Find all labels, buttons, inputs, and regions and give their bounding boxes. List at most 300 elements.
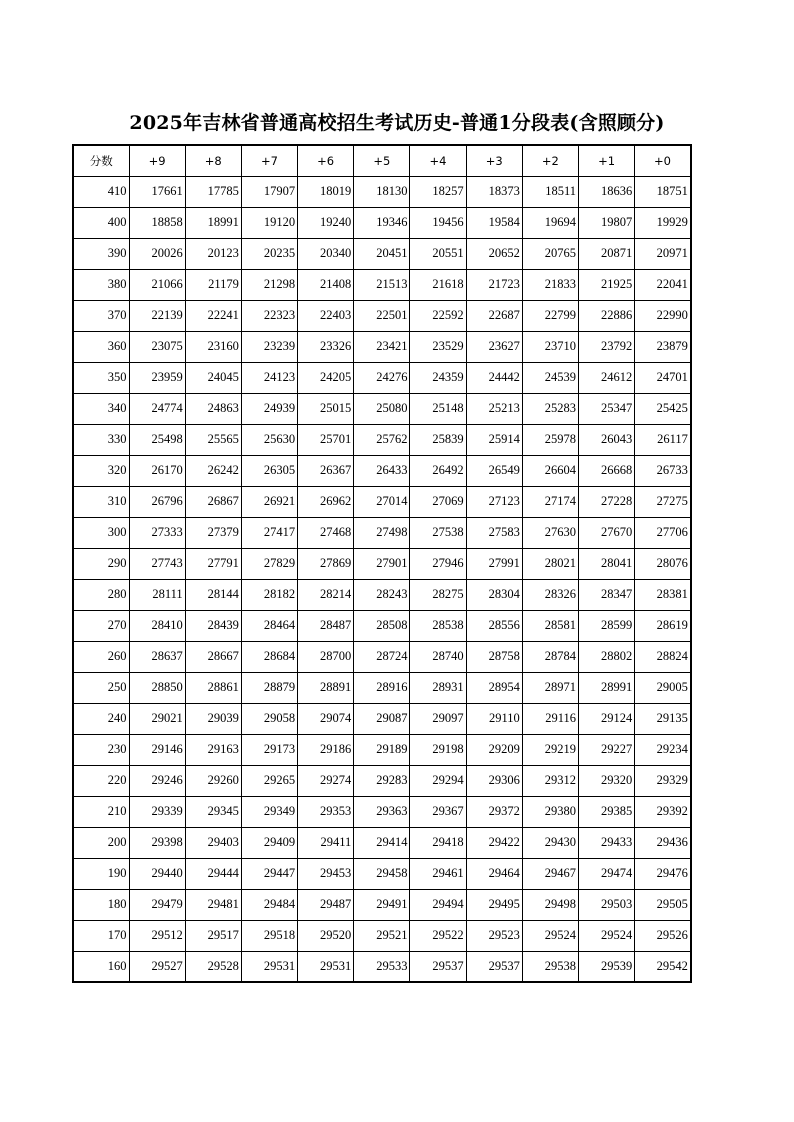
count-cell: 29124 — [579, 703, 635, 734]
count-cell: 29349 — [241, 796, 297, 827]
count-cell: 28439 — [185, 610, 241, 641]
count-cell: 29189 — [354, 734, 410, 765]
count-cell: 29294 — [410, 765, 466, 796]
count-cell: 29353 — [298, 796, 354, 827]
count-cell: 29198 — [410, 734, 466, 765]
score-cell: 390 — [73, 238, 129, 269]
table-row — [73, 176, 691, 207]
count-cell: 28758 — [466, 641, 522, 672]
count-cell: 26962 — [298, 486, 354, 517]
count-cell: 28538 — [410, 610, 466, 641]
count-cell: 25015 — [298, 393, 354, 424]
count-cell: 28304 — [466, 579, 522, 610]
count-cell: 28724 — [354, 641, 410, 672]
score-cell: 160 — [73, 951, 129, 982]
count-cell: 28021 — [522, 548, 578, 579]
score-cell: 170 — [73, 920, 129, 951]
count-cell: 18373 — [466, 176, 522, 207]
count-cell: 29498 — [522, 889, 578, 920]
count-cell: 19120 — [241, 207, 297, 238]
count-cell: 28684 — [241, 641, 297, 672]
count-cell: 18019 — [298, 176, 354, 207]
header-offset: +7 — [241, 145, 297, 176]
table-row — [73, 920, 691, 951]
count-cell: 29444 — [185, 858, 241, 889]
count-cell: 29312 — [522, 765, 578, 796]
count-cell: 29479 — [129, 889, 185, 920]
header-offset: +6 — [298, 145, 354, 176]
count-cell: 29433 — [579, 827, 635, 858]
score-cell: 320 — [73, 455, 129, 486]
count-cell: 28508 — [354, 610, 410, 641]
score-cell: 260 — [73, 641, 129, 672]
count-cell: 29522 — [410, 920, 466, 951]
score-cell: 180 — [73, 889, 129, 920]
count-cell: 27991 — [466, 548, 522, 579]
table-row — [73, 734, 691, 765]
count-cell: 27379 — [185, 517, 241, 548]
table-row — [73, 455, 691, 486]
count-cell: 28076 — [635, 548, 691, 579]
count-cell: 25630 — [241, 424, 297, 455]
score-cell: 400 — [73, 207, 129, 238]
count-cell: 28700 — [298, 641, 354, 672]
count-cell: 29363 — [354, 796, 410, 827]
count-cell: 29518 — [241, 920, 297, 951]
table-row — [73, 486, 691, 517]
count-cell: 29503 — [579, 889, 635, 920]
count-cell: 29520 — [298, 920, 354, 951]
count-cell: 26796 — [129, 486, 185, 517]
count-cell: 27498 — [354, 517, 410, 548]
count-cell: 20123 — [185, 238, 241, 269]
header-offset: +5 — [354, 145, 410, 176]
count-cell: 24774 — [129, 393, 185, 424]
count-cell: 28581 — [522, 610, 578, 641]
count-cell: 19807 — [579, 207, 635, 238]
count-cell: 24863 — [185, 393, 241, 424]
count-cell: 27069 — [410, 486, 466, 517]
table-row — [73, 424, 691, 455]
count-cell: 20971 — [635, 238, 691, 269]
count-cell: 29527 — [129, 951, 185, 982]
header-offset: +1 — [579, 145, 635, 176]
count-cell: 20871 — [579, 238, 635, 269]
count-cell: 27743 — [129, 548, 185, 579]
count-cell: 21833 — [522, 269, 578, 300]
count-cell: 21723 — [466, 269, 522, 300]
count-cell: 29464 — [466, 858, 522, 889]
header-offset: +8 — [185, 145, 241, 176]
count-cell: 29487 — [298, 889, 354, 920]
count-cell: 26117 — [635, 424, 691, 455]
count-cell: 24276 — [354, 362, 410, 393]
count-cell: 24701 — [635, 362, 691, 393]
count-cell: 22592 — [410, 300, 466, 331]
table-row — [73, 827, 691, 858]
count-cell: 22990 — [635, 300, 691, 331]
count-cell: 28619 — [635, 610, 691, 641]
table-row — [73, 579, 691, 610]
count-cell: 29494 — [410, 889, 466, 920]
count-cell: 25839 — [410, 424, 466, 455]
count-cell: 23160 — [185, 331, 241, 362]
count-cell: 24205 — [298, 362, 354, 393]
count-cell: 29537 — [410, 951, 466, 982]
count-cell: 28326 — [522, 579, 578, 610]
table-row — [73, 548, 691, 579]
score-cell: 370 — [73, 300, 129, 331]
table-row — [73, 362, 691, 393]
count-cell: 27829 — [241, 548, 297, 579]
count-cell: 29476 — [635, 858, 691, 889]
count-cell: 29484 — [241, 889, 297, 920]
count-cell: 27670 — [579, 517, 635, 548]
count-cell: 28410 — [129, 610, 185, 641]
count-cell: 28275 — [410, 579, 466, 610]
count-cell: 24123 — [241, 362, 297, 393]
count-cell: 29283 — [354, 765, 410, 796]
count-cell: 29219 — [522, 734, 578, 765]
count-cell: 28347 — [579, 579, 635, 610]
score-cell: 230 — [73, 734, 129, 765]
count-cell: 29116 — [522, 703, 578, 734]
count-cell: 28991 — [579, 672, 635, 703]
count-cell: 22687 — [466, 300, 522, 331]
count-cell: 27417 — [241, 517, 297, 548]
count-cell: 28740 — [410, 641, 466, 672]
count-cell: 27123 — [466, 486, 522, 517]
count-cell: 25283 — [522, 393, 578, 424]
count-cell: 29398 — [129, 827, 185, 858]
count-cell: 26043 — [579, 424, 635, 455]
count-cell: 18257 — [410, 176, 466, 207]
count-cell: 29447 — [241, 858, 297, 889]
count-cell: 26170 — [129, 455, 185, 486]
header-offset: +2 — [522, 145, 578, 176]
count-cell: 29414 — [354, 827, 410, 858]
count-cell: 26549 — [466, 455, 522, 486]
count-cell: 26604 — [522, 455, 578, 486]
count-cell: 23879 — [635, 331, 691, 362]
count-cell: 29173 — [241, 734, 297, 765]
count-cell: 29163 — [185, 734, 241, 765]
count-cell: 28487 — [298, 610, 354, 641]
count-cell: 29087 — [354, 703, 410, 734]
header-score: 分数 — [73, 145, 129, 176]
count-cell: 28381 — [635, 579, 691, 610]
count-cell: 19456 — [410, 207, 466, 238]
count-cell: 29260 — [185, 765, 241, 796]
count-cell: 29110 — [466, 703, 522, 734]
count-cell: 29531 — [241, 951, 297, 982]
count-cell: 29512 — [129, 920, 185, 951]
count-cell: 29521 — [354, 920, 410, 951]
count-cell: 27630 — [522, 517, 578, 548]
count-cell: 29537 — [466, 951, 522, 982]
count-cell: 26867 — [185, 486, 241, 517]
count-cell: 19584 — [466, 207, 522, 238]
count-cell: 21298 — [241, 269, 297, 300]
count-cell: 28637 — [129, 641, 185, 672]
count-cell: 29039 — [185, 703, 241, 734]
count-cell: 17661 — [129, 176, 185, 207]
count-cell: 21408 — [298, 269, 354, 300]
count-cell: 25347 — [579, 393, 635, 424]
count-cell: 26242 — [185, 455, 241, 486]
count-cell: 29146 — [129, 734, 185, 765]
header-offset: +0 — [635, 145, 691, 176]
count-cell: 18751 — [635, 176, 691, 207]
count-cell: 27333 — [129, 517, 185, 548]
count-cell: 25914 — [466, 424, 522, 455]
count-cell: 27706 — [635, 517, 691, 548]
count-cell: 25565 — [185, 424, 241, 455]
count-cell: 22323 — [241, 300, 297, 331]
count-cell: 23421 — [354, 331, 410, 362]
table-row — [73, 703, 691, 734]
count-cell: 29524 — [522, 920, 578, 951]
count-cell: 27791 — [185, 548, 241, 579]
table-row — [73, 300, 691, 331]
count-cell: 22139 — [129, 300, 185, 331]
count-cell: 29409 — [241, 827, 297, 858]
count-cell: 26492 — [410, 455, 466, 486]
count-cell: 25425 — [635, 393, 691, 424]
count-cell: 29524 — [579, 920, 635, 951]
count-cell: 29135 — [635, 703, 691, 734]
count-cell: 29422 — [466, 827, 522, 858]
score-cell: 340 — [73, 393, 129, 424]
count-cell: 24045 — [185, 362, 241, 393]
count-cell: 21925 — [579, 269, 635, 300]
score-cell: 210 — [73, 796, 129, 827]
count-cell: 29411 — [298, 827, 354, 858]
header-offset: +9 — [129, 145, 185, 176]
count-cell: 29430 — [522, 827, 578, 858]
table-row — [73, 889, 691, 920]
count-cell: 28931 — [410, 672, 466, 703]
count-cell: 29380 — [522, 796, 578, 827]
count-cell: 25213 — [466, 393, 522, 424]
count-cell: 27275 — [635, 486, 691, 517]
count-cell: 22501 — [354, 300, 410, 331]
count-cell: 29418 — [410, 827, 466, 858]
table-row — [73, 517, 691, 548]
count-cell: 27538 — [410, 517, 466, 548]
count-cell: 28802 — [579, 641, 635, 672]
count-cell: 27869 — [298, 548, 354, 579]
count-cell: 18636 — [579, 176, 635, 207]
score-cell: 240 — [73, 703, 129, 734]
header-offset: +3 — [466, 145, 522, 176]
table-row — [73, 858, 691, 889]
table-header — [73, 145, 691, 176]
count-cell: 27468 — [298, 517, 354, 548]
count-cell: 26668 — [579, 455, 635, 486]
count-cell: 26305 — [241, 455, 297, 486]
table-row — [73, 269, 691, 300]
count-cell: 29458 — [354, 858, 410, 889]
count-cell: 29528 — [185, 951, 241, 982]
count-cell: 19929 — [635, 207, 691, 238]
count-cell: 28891 — [298, 672, 354, 703]
count-cell: 29538 — [522, 951, 578, 982]
count-cell: 24442 — [466, 362, 522, 393]
count-cell: 19694 — [522, 207, 578, 238]
count-cell: 17785 — [185, 176, 241, 207]
score-cell: 360 — [73, 331, 129, 362]
count-cell: 28667 — [185, 641, 241, 672]
count-cell: 27228 — [579, 486, 635, 517]
count-cell: 29097 — [410, 703, 466, 734]
score-cell: 300 — [73, 517, 129, 548]
count-cell: 29505 — [635, 889, 691, 920]
count-cell: 27901 — [354, 548, 410, 579]
count-cell: 27946 — [410, 548, 466, 579]
count-cell: 18130 — [354, 176, 410, 207]
count-cell: 29436 — [635, 827, 691, 858]
count-cell: 29517 — [185, 920, 241, 951]
count-cell: 29372 — [466, 796, 522, 827]
score-cell: 350 — [73, 362, 129, 393]
count-cell: 23075 — [129, 331, 185, 362]
count-cell: 29542 — [635, 951, 691, 982]
count-cell: 29021 — [129, 703, 185, 734]
table-row — [73, 610, 691, 641]
count-cell: 29320 — [579, 765, 635, 796]
count-cell: 21179 — [185, 269, 241, 300]
score-cell: 310 — [73, 486, 129, 517]
count-cell: 25978 — [522, 424, 578, 455]
count-cell: 20551 — [410, 238, 466, 269]
count-cell: 26367 — [298, 455, 354, 486]
count-cell: 22041 — [635, 269, 691, 300]
table-row — [73, 765, 691, 796]
count-cell: 24939 — [241, 393, 297, 424]
count-cell: 29533 — [354, 951, 410, 982]
count-cell: 28879 — [241, 672, 297, 703]
table-row — [73, 393, 691, 424]
count-cell: 29345 — [185, 796, 241, 827]
count-cell: 29274 — [298, 765, 354, 796]
table-row — [73, 641, 691, 672]
count-cell: 28556 — [466, 610, 522, 641]
count-cell: 22886 — [579, 300, 635, 331]
count-cell: 28784 — [522, 641, 578, 672]
score-cell: 270 — [73, 610, 129, 641]
count-cell: 20652 — [466, 238, 522, 269]
count-cell: 22241 — [185, 300, 241, 331]
count-cell: 29058 — [241, 703, 297, 734]
count-cell: 28599 — [579, 610, 635, 641]
count-cell: 23326 — [298, 331, 354, 362]
count-cell: 29526 — [635, 920, 691, 951]
count-cell: 18511 — [522, 176, 578, 207]
score-cell: 280 — [73, 579, 129, 610]
count-cell: 18858 — [129, 207, 185, 238]
table-row — [73, 238, 691, 269]
header-row — [73, 145, 691, 176]
count-cell: 28464 — [241, 610, 297, 641]
count-cell: 19240 — [298, 207, 354, 238]
count-cell: 29403 — [185, 827, 241, 858]
count-cell: 29074 — [298, 703, 354, 734]
count-cell: 29306 — [466, 765, 522, 796]
score-cell: 380 — [73, 269, 129, 300]
score-cell: 220 — [73, 765, 129, 796]
count-cell: 29329 — [635, 765, 691, 796]
count-cell: 28916 — [354, 672, 410, 703]
table-row — [73, 672, 691, 703]
count-cell: 21513 — [354, 269, 410, 300]
count-cell: 19346 — [354, 207, 410, 238]
count-cell: 29234 — [635, 734, 691, 765]
count-cell: 18991 — [185, 207, 241, 238]
count-cell: 29481 — [185, 889, 241, 920]
count-cell: 25498 — [129, 424, 185, 455]
score-cell: 290 — [73, 548, 129, 579]
count-cell: 28111 — [129, 579, 185, 610]
count-cell: 26921 — [241, 486, 297, 517]
count-cell: 28041 — [579, 548, 635, 579]
score-cell: 250 — [73, 672, 129, 703]
table-row — [73, 207, 691, 238]
count-cell: 25701 — [298, 424, 354, 455]
count-cell: 24539 — [522, 362, 578, 393]
count-cell: 28214 — [298, 579, 354, 610]
count-cell: 29209 — [466, 734, 522, 765]
count-cell: 23792 — [579, 331, 635, 362]
count-cell: 20451 — [354, 238, 410, 269]
count-cell: 27014 — [354, 486, 410, 517]
count-cell: 29539 — [579, 951, 635, 982]
count-cell: 17907 — [241, 176, 297, 207]
count-cell: 20235 — [241, 238, 297, 269]
count-cell: 28144 — [185, 579, 241, 610]
score-distribution-table — [72, 144, 692, 983]
count-cell: 24612 — [579, 362, 635, 393]
count-cell: 29227 — [579, 734, 635, 765]
score-cell: 330 — [73, 424, 129, 455]
count-cell: 28971 — [522, 672, 578, 703]
count-cell: 29367 — [410, 796, 466, 827]
count-cell: 21618 — [410, 269, 466, 300]
count-cell: 28861 — [185, 672, 241, 703]
count-cell: 29491 — [354, 889, 410, 920]
count-cell: 22799 — [522, 300, 578, 331]
count-cell: 20026 — [129, 238, 185, 269]
count-cell: 27583 — [466, 517, 522, 548]
count-cell: 29339 — [129, 796, 185, 827]
score-cell: 200 — [73, 827, 129, 858]
count-cell: 26433 — [354, 455, 410, 486]
count-cell: 23529 — [410, 331, 466, 362]
count-cell: 26733 — [635, 455, 691, 486]
count-cell: 29467 — [522, 858, 578, 889]
count-cell: 29186 — [298, 734, 354, 765]
count-cell: 22403 — [298, 300, 354, 331]
count-cell: 29453 — [298, 858, 354, 889]
count-cell: 29246 — [129, 765, 185, 796]
count-cell: 24359 — [410, 362, 466, 393]
count-cell: 28954 — [466, 672, 522, 703]
header-offset: +4 — [410, 145, 466, 176]
count-cell: 29385 — [579, 796, 635, 827]
count-cell: 29523 — [466, 920, 522, 951]
count-cell: 29474 — [579, 858, 635, 889]
count-cell: 23710 — [522, 331, 578, 362]
